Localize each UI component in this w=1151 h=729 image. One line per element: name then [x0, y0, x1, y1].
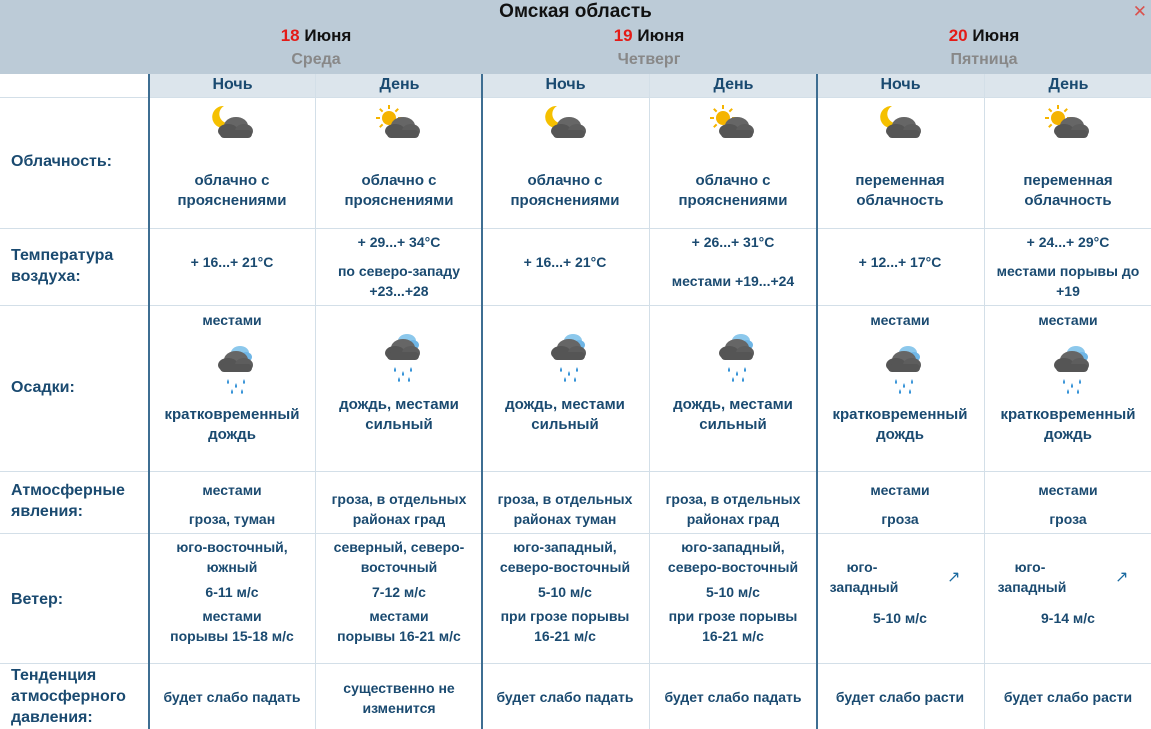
- wind-direction: северо-восточный: [667, 559, 799, 575]
- period-label: Ночь: [482, 74, 649, 97]
- precip-text: кратковременный: [832, 406, 968, 423]
- temp-value: + 26...+ 31°C: [691, 234, 775, 250]
- cloud-text: переменная: [855, 172, 945, 189]
- rain-cloud-icon: [1042, 336, 1094, 399]
- pressure-trend: будет слабо расти: [1003, 689, 1133, 705]
- precip-text: кратковременный: [164, 406, 300, 423]
- wind-direction: западный: [829, 579, 899, 595]
- cloud-text: облачность: [1024, 192, 1112, 209]
- day-number: 18: [280, 26, 300, 45]
- region-title: Омская область: [499, 1, 652, 22]
- precip-text: дождь: [1044, 426, 1092, 443]
- day-date: [149, 26, 483, 46]
- wind-gust: порывы 15-18 м/с: [170, 628, 294, 644]
- cloud-text: прояснениями: [344, 192, 454, 209]
- wind-gust: 16-21 м/с: [702, 628, 764, 644]
- precip-text: сильный: [531, 416, 599, 433]
- cloud-text: облачно с: [527, 172, 603, 189]
- row-divider: [0, 663, 1151, 664]
- temp-value: + 16...+ 21°C: [523, 254, 607, 270]
- precip-qualifier: местами: [870, 312, 930, 328]
- wind-arrow-icon: ↗: [947, 569, 961, 586]
- wind-direction: юго-: [846, 559, 878, 575]
- pressure-trend: будет слабо падать: [496, 689, 634, 705]
- day-month: Июня: [632, 26, 685, 45]
- precip-text: дождь, местами: [505, 396, 625, 413]
- precip-text: дождь, местами: [339, 396, 459, 413]
- temp-value: + 16...+ 21°C: [190, 254, 274, 270]
- phenomena-text: местами: [870, 482, 930, 498]
- row-divider: [0, 305, 1151, 306]
- row-label-phen: явления:: [11, 503, 83, 520]
- wind-gust: при грозе порывы: [668, 608, 798, 624]
- cloud-text: переменная: [1023, 172, 1113, 189]
- wind-gust: при грозе порывы: [500, 608, 630, 624]
- phenomena-text: гроза, в отдельных: [665, 491, 801, 507]
- precip-text: дождь: [876, 426, 924, 443]
- row-label-temp: Температура: [11, 247, 114, 264]
- row-label-phen: Атмосферные: [11, 482, 125, 499]
- temp-extra: местами порывы до: [996, 263, 1140, 279]
- day-weekday: Среда: [291, 51, 341, 68]
- close-icon[interactable]: ✕: [1132, 2, 1147, 21]
- cloud-text: облачно с: [361, 172, 437, 189]
- period-label: Ночь: [817, 74, 984, 97]
- wind-speed: 6-11 м/с: [205, 584, 259, 600]
- cloud-text: прояснениями: [177, 192, 287, 209]
- precip-text: дождь: [208, 426, 256, 443]
- wind-direction: южный: [206, 559, 258, 575]
- phenomena-text: районах град: [686, 511, 780, 527]
- row-label-precip: Осадки:: [11, 379, 75, 396]
- period-label: День: [985, 74, 1151, 97]
- moon-cloud-icon: [539, 102, 591, 151]
- rain-cloud-icon: [707, 324, 759, 387]
- wind-direction: юго-восточный,: [176, 539, 288, 555]
- pressure-trend: изменится: [362, 700, 436, 716]
- temp-extra: +19: [1056, 283, 1080, 299]
- phenomena-text: гроза: [1049, 511, 1087, 527]
- day-number: 20: [948, 26, 968, 45]
- wind-direction: юго-: [1014, 559, 1046, 575]
- rain-cloud-icon: [373, 324, 425, 387]
- cloud-text: облачно с: [695, 172, 771, 189]
- temp-extra: местами +19...+24: [671, 273, 795, 289]
- rain-cloud-icon: [874, 336, 926, 399]
- temp-extra: +23...+28: [369, 283, 429, 299]
- wind-direction: северный, северо-: [333, 539, 465, 555]
- moon-cloud-icon: [874, 102, 926, 151]
- row-divider: [0, 471, 1151, 472]
- phenomena-text: гроза, в отдельных: [331, 491, 467, 507]
- precip-text: дождь, местами: [673, 396, 793, 413]
- wind-speed: 5-10 м/с: [706, 584, 760, 600]
- moon-cloud-icon: [206, 102, 258, 151]
- cloud-text: облачно с: [194, 172, 270, 189]
- precip-qualifier: местами: [202, 312, 262, 328]
- wind-arrow-icon: ↗: [1115, 569, 1129, 586]
- rain-cloud-icon: [539, 324, 591, 387]
- wind-gust: 16-21 м/с: [534, 628, 596, 644]
- temp-value: + 24...+ 29°C: [1026, 234, 1110, 250]
- sun-cloud-icon: [373, 102, 425, 151]
- row-divider: [0, 97, 1151, 98]
- day-weekday: Четверг: [617, 51, 681, 68]
- wind-gust: порывы 16-21 м/с: [337, 628, 461, 644]
- wind-direction: западный: [997, 579, 1067, 595]
- precip-qualifier: местами: [1038, 312, 1098, 328]
- row-divider: [0, 533, 1151, 534]
- period-label: День: [650, 74, 817, 97]
- pressure-trend: будет слабо расти: [835, 689, 965, 705]
- day-number: 19: [613, 26, 633, 45]
- wind-gust: местами: [369, 608, 429, 624]
- forecast-table: [0, 74, 1151, 729]
- cloud-text: прояснениями: [678, 192, 788, 209]
- cloud-text: прояснениями: [510, 192, 620, 209]
- period-label: День: [316, 74, 483, 97]
- precip-text: кратковременный: [1000, 406, 1136, 423]
- sun-cloud-icon: [1042, 102, 1094, 151]
- day-month: Июня: [967, 26, 1020, 45]
- temp-value: + 12...+ 17°C: [858, 254, 942, 270]
- precip-text: сильный: [365, 416, 433, 433]
- forecast-header: [0, 0, 1151, 74]
- period-label: Ночь: [149, 74, 316, 97]
- day-date: [482, 26, 816, 46]
- phenomena-text: гроза: [881, 511, 919, 527]
- phenomena-text: районах туман: [513, 511, 617, 527]
- row-label-cloud: Облачность:: [11, 153, 113, 170]
- wind-direction: юго-западный,: [681, 539, 785, 555]
- day-weekday: Пятница: [950, 51, 1018, 68]
- row-label-press: Тенденция: [11, 667, 97, 684]
- wind-direction: северо-восточный: [499, 559, 631, 575]
- wind-direction: восточный: [360, 559, 438, 575]
- row-label-temp: воздуха:: [11, 268, 81, 285]
- temp-value: + 29...+ 34°C: [357, 234, 441, 250]
- phenomena-text: гроза, туман: [188, 511, 276, 527]
- temp-extra: по северо-западу: [337, 263, 461, 279]
- phenomena-text: районах град: [352, 511, 446, 527]
- rain-cloud-icon: [206, 336, 258, 399]
- phenomena-text: гроза, в отдельных: [497, 491, 633, 507]
- wind-speed: 5-10 м/с: [538, 584, 592, 600]
- row-label-wind: Ветер:: [11, 591, 64, 608]
- pressure-trend: будет слабо падать: [664, 689, 802, 705]
- row-label-press: атмосферного: [11, 688, 126, 705]
- sun-cloud-icon: [707, 102, 759, 151]
- wind-speed: 5-10 м/с: [873, 610, 927, 626]
- day-date: [817, 26, 1151, 46]
- pressure-trend: существенно не: [343, 680, 455, 696]
- precip-text: сильный: [699, 416, 767, 433]
- row-label-press: давления:: [11, 709, 93, 726]
- day-month: Июня: [299, 26, 352, 45]
- wind-speed: 9-14 м/с: [1041, 610, 1095, 626]
- phenomena-text: местами: [1038, 482, 1098, 498]
- phenomena-text: местами: [202, 482, 262, 498]
- pressure-trend: будет слабо падать: [163, 689, 301, 705]
- row-divider: [0, 228, 1151, 229]
- wind-direction: юго-западный,: [513, 539, 617, 555]
- wind-gust: местами: [202, 608, 262, 624]
- cloud-text: облачность: [856, 192, 944, 209]
- wind-speed: 7-12 м/с: [372, 584, 426, 600]
